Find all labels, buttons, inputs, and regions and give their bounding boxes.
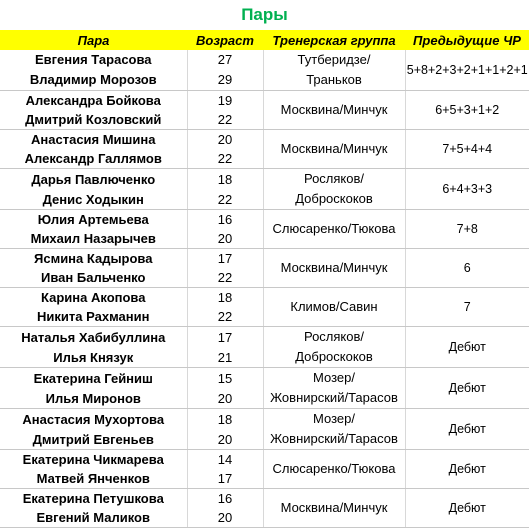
coach-group: Росляков/ Доброскоков <box>263 169 405 210</box>
partner-name: Дарья Павлюченко <box>0 169 187 190</box>
partner-name: Иван Бальченко <box>0 268 187 288</box>
partner-age: 18 <box>187 409 263 430</box>
partner-age: 20 <box>187 388 263 409</box>
partner-name: Наталья Хабибуллина <box>0 327 187 348</box>
pair-row <box>0 50 529 70</box>
coach-group: Мозер/ Жовнирский/Тарасов <box>263 368 405 409</box>
partner-age: 20 <box>187 229 263 249</box>
partner-name: Евгения Тарасова <box>0 50 187 70</box>
pair-row <box>0 249 529 269</box>
partner-age: 20 <box>187 508 263 528</box>
coach-group: Москвина/Минчук <box>263 130 405 169</box>
partner-name: Екатерина Гейниш <box>0 368 187 389</box>
partner-age: 21 <box>187 347 263 368</box>
partner-age: 16 <box>187 489 263 509</box>
previous-results: Дебют <box>405 409 529 450</box>
previous-results: 6+5+3+1+2 <box>405 91 529 130</box>
previous-results: 6+4+3+3 <box>405 169 529 210</box>
partner-age: 20 <box>187 429 263 450</box>
partner-age: 22 <box>187 307 263 327</box>
partner-name: Анастасия Мишина <box>0 130 187 150</box>
partner-name: Владимир Морозов <box>0 70 187 91</box>
partner-name: Карина Акопова <box>0 288 187 308</box>
coach-group: Слюсаренко/Тюкова <box>263 210 405 249</box>
partner-age: 17 <box>187 327 263 348</box>
partner-name: Никита Рахманин <box>0 307 187 327</box>
partner-age: 22 <box>187 110 263 130</box>
partner-age: 18 <box>187 288 263 308</box>
partner-name: Матвей Янченков <box>0 469 187 489</box>
header-prev: Предыдущие ЧР <box>405 30 529 50</box>
pair-row <box>0 210 529 230</box>
pair-row <box>0 130 529 150</box>
pair-row <box>0 327 529 348</box>
partner-name: Екатерина Чикмарева <box>0 450 187 470</box>
page-title: Пары <box>241 5 288 24</box>
pair-row <box>0 368 529 389</box>
partner-age: 22 <box>187 268 263 288</box>
pair-row <box>0 450 529 470</box>
partner-age: 16 <box>187 210 263 230</box>
pair-row <box>0 489 529 509</box>
partner-name: Илья Миронов <box>0 388 187 409</box>
partner-name: Юлия Артемьева <box>0 210 187 230</box>
partner-age: 18 <box>187 169 263 190</box>
coach-group: Росляков/ Доброскоков <box>263 327 405 368</box>
partner-age: 17 <box>187 469 263 489</box>
coach-group: Слюсаренко/Тюкова <box>263 450 405 489</box>
partner-age: 29 <box>187 70 263 91</box>
previous-results: 5+8+2+3+2+1+1+2+1 <box>405 50 529 91</box>
previous-results: Дебют <box>405 450 529 489</box>
partner-age: 22 <box>187 189 263 210</box>
previous-results: 7+8 <box>405 210 529 249</box>
previous-results: 6 <box>405 249 529 288</box>
partner-name: Екатерина Петушкова <box>0 489 187 509</box>
coach-group: Тутберидзе/ Траньков <box>263 50 405 91</box>
partner-age: 19 <box>187 91 263 111</box>
partner-age: 20 <box>187 130 263 150</box>
pairs-table <box>0 30 529 528</box>
previous-results: 7 <box>405 288 529 327</box>
pair-row <box>0 409 529 430</box>
partner-name: Александра Бойкова <box>0 91 187 111</box>
partner-name: Анастасия Мухортова <box>0 409 187 430</box>
previous-results: Дебют <box>405 489 529 528</box>
partner-name: Александр Галлямов <box>0 149 187 169</box>
coach-group: Мозер/ Жовнирский/Тарасов <box>263 409 405 450</box>
coach-group: Москвина/Минчук <box>263 489 405 528</box>
partner-age: 14 <box>187 450 263 470</box>
coach-group: Москвина/Минчук <box>263 91 405 130</box>
partner-age: 22 <box>187 149 263 169</box>
partner-name: Дмитрий Козловский <box>0 110 187 130</box>
coach-group: Климов/Савин <box>263 288 405 327</box>
partner-name: Михаил Назарычев <box>0 229 187 249</box>
partner-name: Евгений Маликов <box>0 508 187 528</box>
partner-name: Денис Ходыкин <box>0 189 187 210</box>
header-row <box>0 30 529 50</box>
previous-results: Дебют <box>405 368 529 409</box>
pair-row <box>0 288 529 308</box>
pair-row <box>0 91 529 111</box>
previous-results: 7+5+4+4 <box>405 130 529 169</box>
header-age: Возраст <box>187 30 263 50</box>
partner-name: Илья Князук <box>0 347 187 368</box>
partner-age: 15 <box>187 368 263 389</box>
partner-name: Дмитрий Евгеньев <box>0 429 187 450</box>
header-pair: Пара <box>0 30 187 50</box>
previous-results: Дебют <box>405 327 529 368</box>
coach-group: Москвина/Минчук <box>263 249 405 288</box>
pair-row <box>0 169 529 190</box>
partner-name: Ясмина Кадырова <box>0 249 187 269</box>
partner-age: 27 <box>187 50 263 70</box>
header-group: Тренерская группа <box>263 30 405 50</box>
partner-age: 17 <box>187 249 263 269</box>
